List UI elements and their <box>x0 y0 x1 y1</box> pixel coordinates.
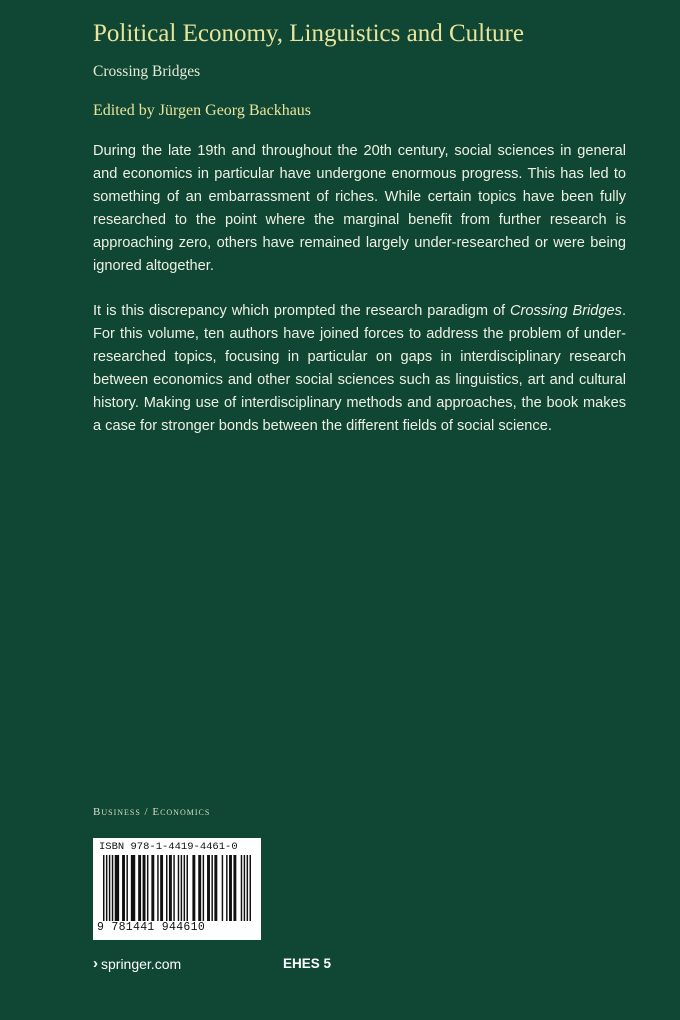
barcode-bar <box>147 855 148 921</box>
chevron-right-icon: › <box>93 955 98 972</box>
barcode-bar <box>192 855 195 921</box>
barcode-bar <box>109 855 110 921</box>
barcode-bar <box>131 855 135 921</box>
barcode-bar <box>126 855 127 921</box>
barcode-bars <box>103 855 251 923</box>
paragraph-2-start: It is this discrepancy which prompted the research paradigm of <box>93 303 510 319</box>
barcode-bar <box>241 855 242 921</box>
book-title: Political Economy, Linguistics and Culture <box>93 20 524 47</box>
isbn-label: ISBN 978-1-4419-4461-0 <box>99 841 238 853</box>
publisher-name: springer.com <box>101 955 182 972</box>
barcode-bar <box>173 855 174 921</box>
description-paragraph-1: During the late 19th and throughout the 20th century, social sciences in general and economics in particular have undergone enormous progress. This has led to something of an embarrassment of riches. While certain topics have been fully researched to the point where the marginal benefit from further research is approaching zero, others have remained largely under-researched or were being ignored altogether. <box>93 143 626 274</box>
barcode-bar <box>207 855 210 921</box>
barcode-bar <box>233 855 236 921</box>
barcode-bar <box>214 855 217 921</box>
publisher-link[interactable] <box>93 955 181 972</box>
barcode-bar <box>122 855 125 921</box>
subject-category: Business / Economics <box>93 806 211 818</box>
barcode-bar <box>184 855 185 921</box>
barcode-bar <box>169 855 172 921</box>
barcode-bar <box>178 855 179 921</box>
barcode-bar <box>151 855 154 921</box>
barcode-bar <box>138 855 141 921</box>
barcode-bar <box>247 855 248 921</box>
barcode-bar <box>229 855 232 921</box>
barcode-bar <box>203 855 204 921</box>
series-label: EHES 5 <box>283 956 332 971</box>
barcode-bar <box>222 855 223 921</box>
paragraph-2-italic-title: Crossing Bridges <box>510 303 622 319</box>
book-editor: Edited by Jürgen Georg Backhaus <box>93 102 312 119</box>
barcode-bar <box>211 855 212 921</box>
isbn-barcode <box>93 838 261 940</box>
description-paragraph-2 <box>93 300 626 438</box>
barcode-bar <box>143 855 146 921</box>
barcode-bar <box>157 855 158 921</box>
barcode-bar <box>198 855 201 921</box>
barcode-bar <box>166 855 167 921</box>
barcode-bar <box>103 855 104 921</box>
barcode-bar <box>244 855 245 921</box>
barcode-bar <box>250 855 251 921</box>
barcode-digits: 9 781441 944610 <box>97 921 206 934</box>
barcode-bar <box>112 855 113 921</box>
barcode-bar <box>226 855 227 921</box>
barcode-bar <box>187 855 188 921</box>
barcode-bar <box>160 855 163 921</box>
book-description <box>93 140 626 460</box>
paragraph-2-end: . For this volume, ten authors have joined forces to address the problem of under-researched topics, focusing in particular on gaps in interdisciplinary research between economics and other social sciences such as linguistics, art and cultural history. Making use of interdisciplinary methods and approaches, the book makes a case for stronger bonds between the different fields of social science. <box>93 303 626 434</box>
barcode-bar <box>106 855 107 921</box>
barcode-bar <box>115 855 119 921</box>
book-subtitle: Crossing Bridges <box>93 63 201 80</box>
barcode-bar <box>181 855 182 921</box>
